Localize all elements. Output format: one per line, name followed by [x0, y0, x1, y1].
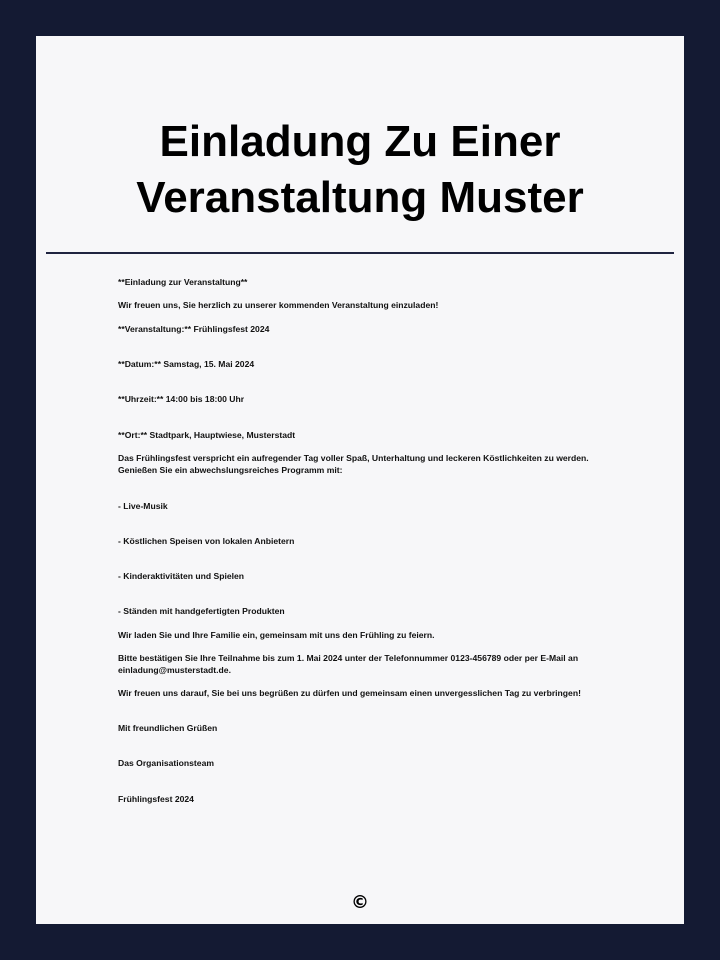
closing-paragraph: Wir freuen uns darauf, Sie bei uns begrüßen zu dürfen und gemeinsam einen unvergesslichen Tag zu verbringen! — [118, 688, 581, 698]
family-invitation-paragraph: Wir laden Sie und Ihre Familie ein, gemeinsam mit uns den Frühling zu feiern. — [118, 630, 435, 640]
document-title: Einladung Zu Einer Veranstaltung Muster — [136, 117, 584, 222]
date-line: **Datum:** Samstag, 15. Mai 2024 — [118, 359, 255, 369]
list-item: - Kinderaktivitäten und Spielen — [118, 571, 245, 581]
signature-team: Das Organisationsteam — [118, 758, 214, 768]
heading-invitation: **Einladung zur Veranstaltung** — [118, 277, 248, 287]
title-divider — [46, 252, 674, 254]
event-line: **Veranstaltung:** Frühlingsfest 2024 — [118, 324, 270, 334]
program-intro-paragraph: Das Frühlingsfest verspricht ein aufregender Tag voller Spaß, Unterhaltung und leckeren Köstlichkeiten zu werden. Genießen Sie ein abwechslungsreiches Programm mit: — [118, 453, 589, 475]
list-item: - Ständen mit handgefertigten Produkten — [118, 606, 285, 616]
list-item: - Köstlichen Speisen von lokalen Anbietern — [118, 536, 295, 546]
intro-paragraph: Wir freuen uns, Sie herzlich zu unserer kommenden Veranstaltung einzuladen! — [118, 300, 439, 310]
time-line: **Uhrzeit:** 14:00 bis 18:00 Uhr — [118, 394, 245, 404]
signature-event: Frühlingsfest 2024 — [118, 794, 194, 804]
rsvp-paragraph: Bitte bestätigen Sie Ihre Teilnahme bis zum 1. Mai 2024 unter der Telefonnummer 0123-456789 oder per E-Mail an einladung@musterstadt.de. — [118, 653, 579, 675]
salutation: Mit freundlichen Grüßen — [118, 723, 218, 733]
location-line: **Ort:** Stadtpark, Hauptwiese, Musterstadt — [118, 430, 296, 440]
copyright-icon: © — [351, 892, 369, 913]
document-page — [36, 36, 684, 924]
list-item: - Live-Musik — [118, 501, 168, 511]
